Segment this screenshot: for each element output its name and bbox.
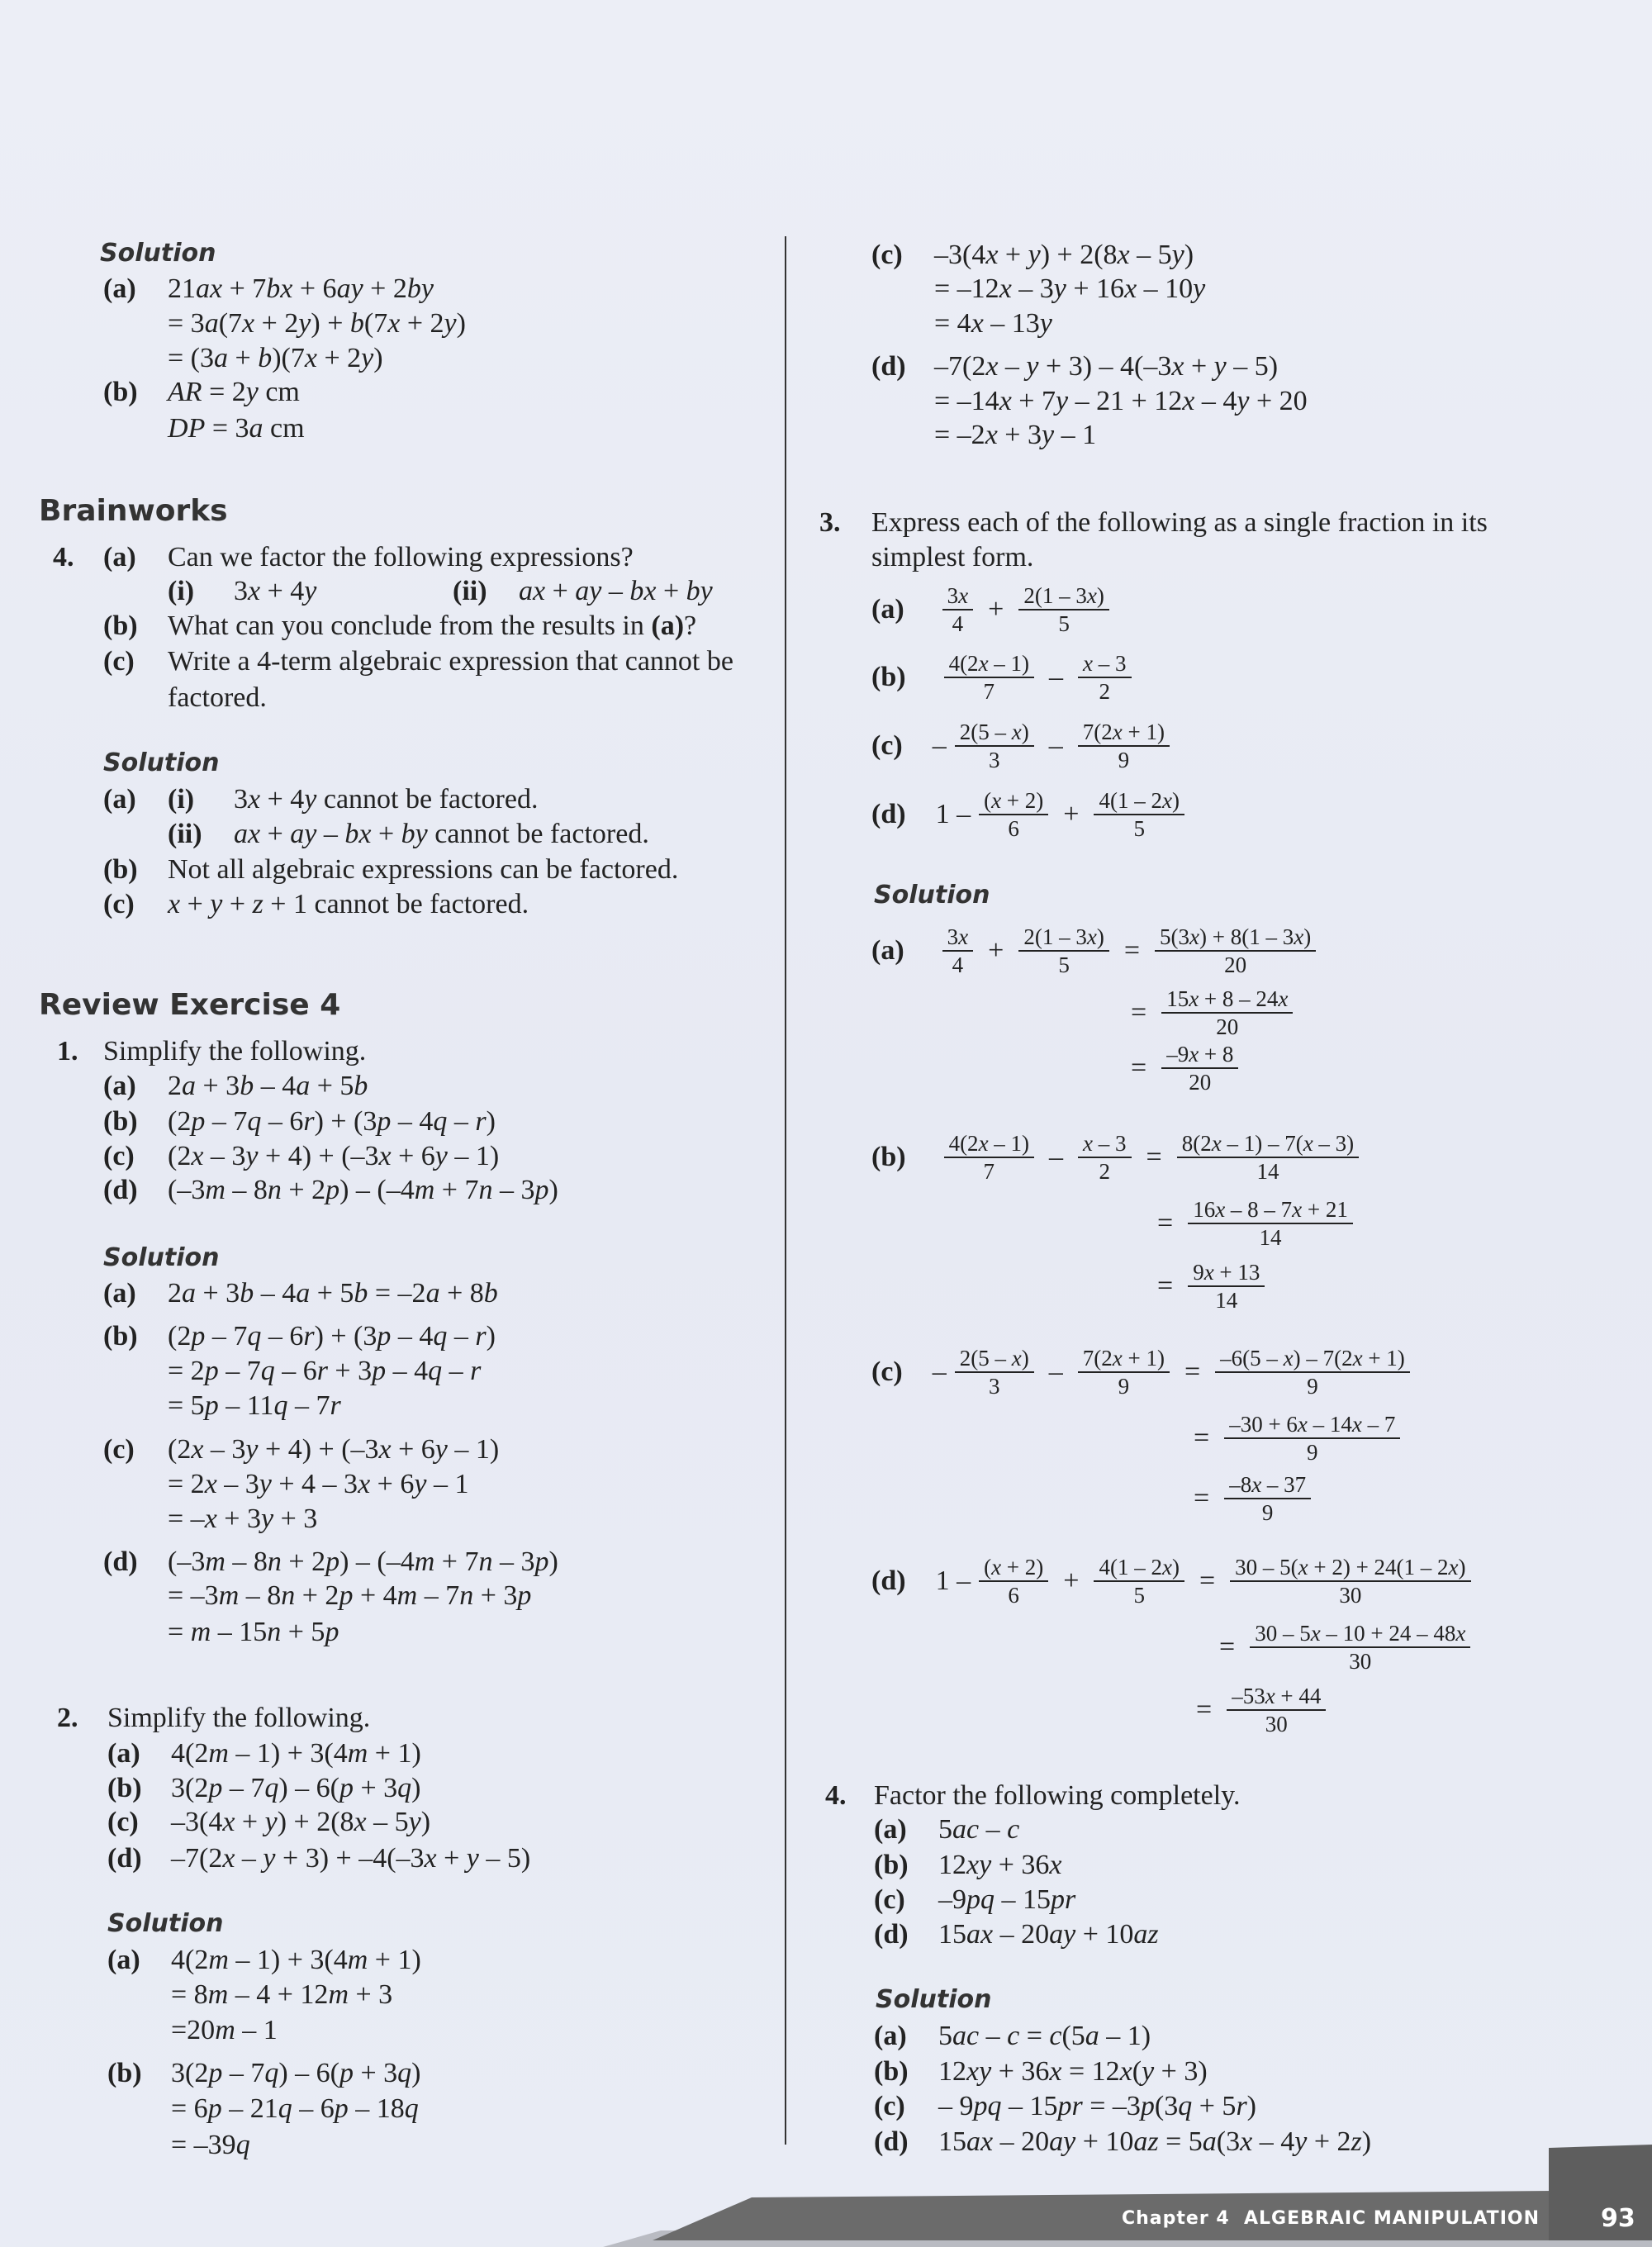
- solution-heading: Solution: [874, 881, 990, 910]
- part-label: (a): [874, 2021, 907, 2051]
- math-line: 21ax + 7bx + 6ay + 2by: [168, 273, 434, 304]
- numerator: –9x + 8: [1161, 1041, 1238, 1069]
- math-line: 4(2m – 1) + 3(4m + 1): [171, 1945, 421, 1975]
- math-line: = –3m – 8n + 2p + 4m – 7n + 3p: [168, 1580, 532, 1611]
- equals: =: [1194, 1483, 1210, 1513]
- math-line: 2a + 3b – 4a + 5b = –2a + 8b: [168, 1278, 498, 1309]
- part-label: (b): [103, 1321, 138, 1352]
- math-line: –7(2x – y + 3) – 4(–3x + y – 5): [934, 351, 1279, 382]
- math-line: = m – 15n + 5p: [168, 1617, 339, 1647]
- question-number: 3.: [819, 507, 841, 538]
- section-heading-review: Review Exercise 4: [39, 988, 341, 1022]
- equals: =: [1123, 935, 1140, 966]
- numerator: 16x – 8 – 7x + 21: [1188, 1196, 1353, 1224]
- part-label: (b): [103, 1106, 138, 1137]
- numerator: (x + 2): [979, 1554, 1048, 1582]
- numerator: 4(1 – 2x): [1094, 1554, 1184, 1582]
- section-heading-brainworks: Brainworks: [39, 494, 228, 528]
- denominator: 20: [1224, 952, 1247, 977]
- text: cannot be factored.: [306, 889, 529, 919]
- question-text: Express each of the following as a single fraction in its: [871, 507, 1488, 538]
- operator: +: [1063, 799, 1080, 829]
- numerator: x – 3: [1078, 650, 1131, 678]
- part-label: (d): [874, 2126, 909, 2157]
- part-label: (a): [103, 542, 136, 572]
- footer-chapter: [1122, 2208, 1540, 2229]
- operator: –: [932, 730, 947, 761]
- question-number: 4.: [825, 1780, 847, 1811]
- denominator: 7: [983, 679, 995, 704]
- denominator: 6: [1008, 1583, 1019, 1608]
- chapter-title: ALGEBRAIC MANIPULATION: [1243, 2208, 1540, 2229]
- part-label: (a): [874, 1814, 907, 1845]
- part-label: (c): [103, 1141, 135, 1171]
- question-number: 1.: [57, 1036, 78, 1066]
- equals: =: [1157, 1208, 1174, 1238]
- question-text: factored.: [168, 682, 267, 713]
- part-label: (d): [103, 1546, 138, 1577]
- math-line: = 8m – 4 + 12m + 3: [171, 1979, 393, 2010]
- math-line: 5ac – c: [938, 1814, 1020, 1845]
- math-line: (2p – 7q – 6r) + (3p – 4q – r): [168, 1321, 496, 1352]
- math-line: = –2x + 3y – 1: [934, 420, 1097, 450]
- part-label: (a): [871, 935, 904, 966]
- numerator: –8x – 37: [1224, 1471, 1311, 1499]
- operator: 1 –: [935, 1565, 971, 1596]
- solution-heading: Solution: [100, 239, 216, 268]
- math-line: 2a + 3b – 4a + 5b: [168, 1071, 368, 1101]
- solution-heading: Solution: [103, 1243, 220, 1272]
- math: AR = 2y: [168, 377, 259, 407]
- part-label: (d): [871, 1565, 906, 1596]
- math-line: –3(4x + y) + 2(8x – 5y): [171, 1807, 431, 1837]
- denominator: 30: [1339, 1583, 1362, 1608]
- part-label: (a): [103, 273, 136, 304]
- part-label: (a): [103, 1278, 136, 1309]
- operator: –: [1048, 730, 1063, 761]
- part-label: (i): [168, 784, 195, 815]
- part-label: (c): [871, 240, 903, 270]
- operator: –: [1048, 1356, 1063, 1387]
- part-label: (b): [871, 1142, 906, 1172]
- math-line: (–3m – 8n + 2p) – (–4m + 7n – 3p): [168, 1175, 558, 1205]
- part-label: (d): [874, 1919, 909, 1950]
- math-line: –3(4x + y) + 2(8x – 5y): [934, 240, 1194, 270]
- math-line: = –14x + 7y – 21 + 12x – 4y + 20: [934, 386, 1308, 416]
- question-text: simplest form.: [871, 542, 1034, 572]
- question-number: 2.: [57, 1703, 78, 1733]
- solution-heading: Solution: [876, 1985, 992, 2014]
- part-label: (a): [107, 1738, 140, 1769]
- denominator: 6: [1008, 816, 1019, 841]
- equals: =: [1157, 1271, 1174, 1301]
- math-line: 12xy + 36x: [938, 1850, 1062, 1880]
- part-label: (d): [871, 351, 906, 382]
- math-line: = 3a(7x + 2y) + b(7x + 2y): [168, 308, 466, 339]
- text: ?: [684, 610, 697, 641]
- numerator: 4(1 – 2x): [1094, 787, 1184, 815]
- numerator: 7(2x + 1): [1078, 1345, 1170, 1373]
- equals: =: [1131, 1052, 1147, 1083]
- numerator: x – 3: [1078, 1130, 1131, 1158]
- part-label: (a): [103, 784, 136, 815]
- denominator: 20: [1189, 1070, 1212, 1095]
- part-label: (c): [874, 1884, 905, 1915]
- question-text: Factor the following completely.: [874, 1780, 1241, 1811]
- math-line: = –12x – 3y + 16x – 10y: [934, 273, 1206, 304]
- math-line: 5ac – c = c(5a – 1): [938, 2021, 1151, 2051]
- numerator: 3x: [942, 582, 973, 610]
- part-label: (c): [103, 1434, 135, 1465]
- denominator: 9: [1307, 1440, 1318, 1465]
- math-line: 4(2m – 1) + 3(4m + 1): [171, 1738, 421, 1769]
- numerator: 4(2x – 1): [944, 650, 1034, 678]
- part-label: (c): [871, 730, 903, 761]
- math-line: (2x – 3y + 4) + (–3x + 6y – 1): [168, 1434, 500, 1465]
- question-text: Simplify the following.: [107, 1703, 371, 1733]
- math-line: (2x – 3y + 4) + (–3x + 6y – 1): [168, 1141, 500, 1171]
- denominator: 4: [952, 611, 964, 636]
- numerator: 30 – 5x – 10 + 24 – 48x: [1250, 1620, 1470, 1648]
- numerator: 2(1 – 3x): [1018, 924, 1108, 952]
- operator: +: [1063, 1565, 1080, 1596]
- numerator: 2(1 – 3x): [1018, 582, 1108, 610]
- operator: +: [988, 594, 1004, 625]
- numerator: –53x + 44: [1227, 1683, 1326, 1711]
- math-line: 3(2p – 7q) – 6(p + 3q): [171, 2058, 421, 2088]
- denominator: 3: [988, 1374, 1000, 1399]
- denominator: 30: [1265, 1712, 1288, 1736]
- math-line: = 2p – 7q – 6r + 3p – 4q – r: [168, 1356, 482, 1386]
- denominator: 9: [1118, 748, 1130, 772]
- page-number: 93: [1601, 2204, 1635, 2233]
- denominator: 5: [1133, 1583, 1145, 1608]
- equals: =: [1219, 1632, 1236, 1662]
- unit: cm: [263, 413, 305, 444]
- equals: =: [1131, 997, 1147, 1028]
- ref: (a): [651, 610, 685, 641]
- denominator: 5: [1058, 952, 1070, 977]
- equals: =: [1146, 1142, 1162, 1172]
- math-line: = (3a + b)(7x + 2y): [168, 343, 383, 373]
- part-label: (a): [871, 594, 904, 625]
- text: cannot be factored.: [427, 819, 649, 849]
- operator: 1 –: [935, 799, 971, 829]
- math-line: = 5p – 11q – 7r: [168, 1390, 341, 1421]
- math-line: –9pq – 15pr: [938, 1884, 1076, 1915]
- numerator: –6(5 – x) – 7(2x + 1): [1215, 1345, 1410, 1373]
- math-line: = 4x – 13y: [934, 308, 1052, 339]
- numerator: 8(2x – 1) – 7(x – 3): [1177, 1130, 1359, 1158]
- equals: =: [1199, 1565, 1216, 1596]
- operator: –: [932, 1356, 947, 1387]
- part-label: (d): [103, 1175, 138, 1205]
- denominator: 5: [1058, 611, 1070, 636]
- part-label: (a): [103, 1071, 136, 1101]
- part-label: (b): [871, 662, 906, 692]
- math-line: = –39q: [171, 2130, 250, 2160]
- question-text: Can we factor the following expressions?: [168, 542, 634, 572]
- math-line: –7(2x – y + 3) + –4(–3x + y – 5): [171, 1843, 531, 1874]
- text: What can you conclude from the results in: [168, 610, 652, 641]
- denominator: 9: [1118, 1374, 1130, 1399]
- numerator: 7(2x + 1): [1078, 719, 1170, 747]
- numerator: 5(3x) + 8(1 – 3x): [1155, 924, 1316, 952]
- part-label: (c): [103, 646, 135, 677]
- part-label: (c): [871, 1356, 903, 1387]
- part-label: (a): [107, 1945, 140, 1975]
- math-line: 15ax – 20ay + 10az = 5a(3x – 4y + 2z): [938, 2126, 1372, 2157]
- math-line: 3(2p – 7q) – 6(p + 3q): [171, 1773, 421, 1803]
- part-label: (b): [107, 1773, 142, 1803]
- math-line: (–3m – 8n + 2p) – (–4m + 7n – 3p): [168, 1546, 558, 1577]
- equals: =: [1196, 1694, 1213, 1725]
- numerator: 15x + 8 – 24x: [1161, 986, 1293, 1014]
- part-label: (c): [874, 2091, 905, 2121]
- denominator: 2: [1099, 679, 1111, 704]
- chapter-number: Chapter 4: [1122, 2208, 1230, 2229]
- part-label: (b): [103, 854, 138, 885]
- math-line: = 6p – 21q – 6p – 18q: [171, 2093, 419, 2124]
- numerator: 30 – 5(x + 2) + 24(1 – 2x): [1230, 1554, 1470, 1582]
- question-text: Simplify the following.: [103, 1036, 367, 1066]
- denominator: 9: [1261, 1500, 1274, 1525]
- part-label: (ii): [168, 819, 202, 849]
- denominator: 9: [1307, 1374, 1318, 1399]
- math-line: ax + ay – bx + by: [519, 576, 713, 606]
- denominator: 14: [1256, 1159, 1279, 1184]
- part-label: (d): [871, 799, 906, 829]
- math-line: = –x + 3y + 3: [168, 1504, 318, 1534]
- part-label: (b): [103, 377, 138, 407]
- equals: =: [1194, 1423, 1210, 1453]
- answer-text: Not all algebraic expressions can be factored.: [168, 854, 679, 885]
- question-number: 4.: [53, 542, 74, 572]
- math-line: =20m – 1: [171, 2015, 278, 2045]
- denominator: 2: [1099, 1159, 1111, 1184]
- math-line: – 9pq – 15pr = –3p(3q + 5r): [938, 2091, 1256, 2121]
- part-label: (c): [107, 1807, 139, 1837]
- equals: =: [1184, 1356, 1201, 1387]
- part-label: (b): [874, 1850, 909, 1880]
- solution-heading: Solution: [103, 748, 220, 777]
- numerator: 4(2x – 1): [944, 1130, 1034, 1158]
- math: DP = 3a: [168, 413, 263, 444]
- numerator: 9x + 13: [1188, 1259, 1265, 1287]
- math-line: 12xy + 36x = 12x(y + 3): [938, 2056, 1208, 2087]
- denominator: 14: [1259, 1225, 1282, 1250]
- part-label: (b): [107, 2058, 142, 2088]
- question-text: Write a 4-term algebraic expression that cannot be: [168, 646, 733, 677]
- math: 3x + 4y: [234, 784, 317, 815]
- numerator: (x + 2): [979, 787, 1048, 815]
- operator: –: [1049, 1142, 1064, 1172]
- denominator: 5: [1133, 816, 1145, 841]
- unit: cm: [258, 377, 300, 407]
- operator: +: [988, 935, 1004, 966]
- math-line: = 2x – 3y + 4 – 3x + 6y – 1: [168, 1469, 469, 1499]
- numerator: 3x: [942, 924, 973, 952]
- part-label: (d): [107, 1843, 142, 1874]
- solution-heading: Solution: [107, 1909, 224, 1938]
- numerator: –30 + 6x – 14x – 7: [1224, 1411, 1400, 1439]
- math-line: 3x + 4y: [234, 576, 317, 606]
- denominator: 7: [983, 1159, 995, 1184]
- operator: –: [1049, 662, 1064, 692]
- denominator: 14: [1215, 1288, 1238, 1313]
- text: cannot be factored.: [316, 784, 539, 815]
- denominator: 4: [952, 952, 964, 977]
- numerator: 2(5 – x): [955, 719, 1034, 747]
- denominator: 3: [988, 748, 1000, 772]
- math: ax + ay – bx + by: [234, 819, 428, 849]
- part-label: (b): [874, 2056, 909, 2087]
- part-label: (i): [168, 576, 195, 606]
- math-line: (2p – 7q – 6r) + (3p – 4q – r): [168, 1106, 496, 1137]
- denominator: 20: [1216, 1014, 1239, 1039]
- denominator: 30: [1349, 1649, 1372, 1674]
- math-line: 15ax – 20ay + 10az: [938, 1919, 1159, 1950]
- numerator: 2(5 – x): [955, 1345, 1034, 1373]
- math: x + y + z + 1: [168, 889, 307, 919]
- part-label: (b): [103, 610, 138, 641]
- part-label: (ii): [453, 576, 487, 606]
- part-label: (c): [103, 889, 135, 919]
